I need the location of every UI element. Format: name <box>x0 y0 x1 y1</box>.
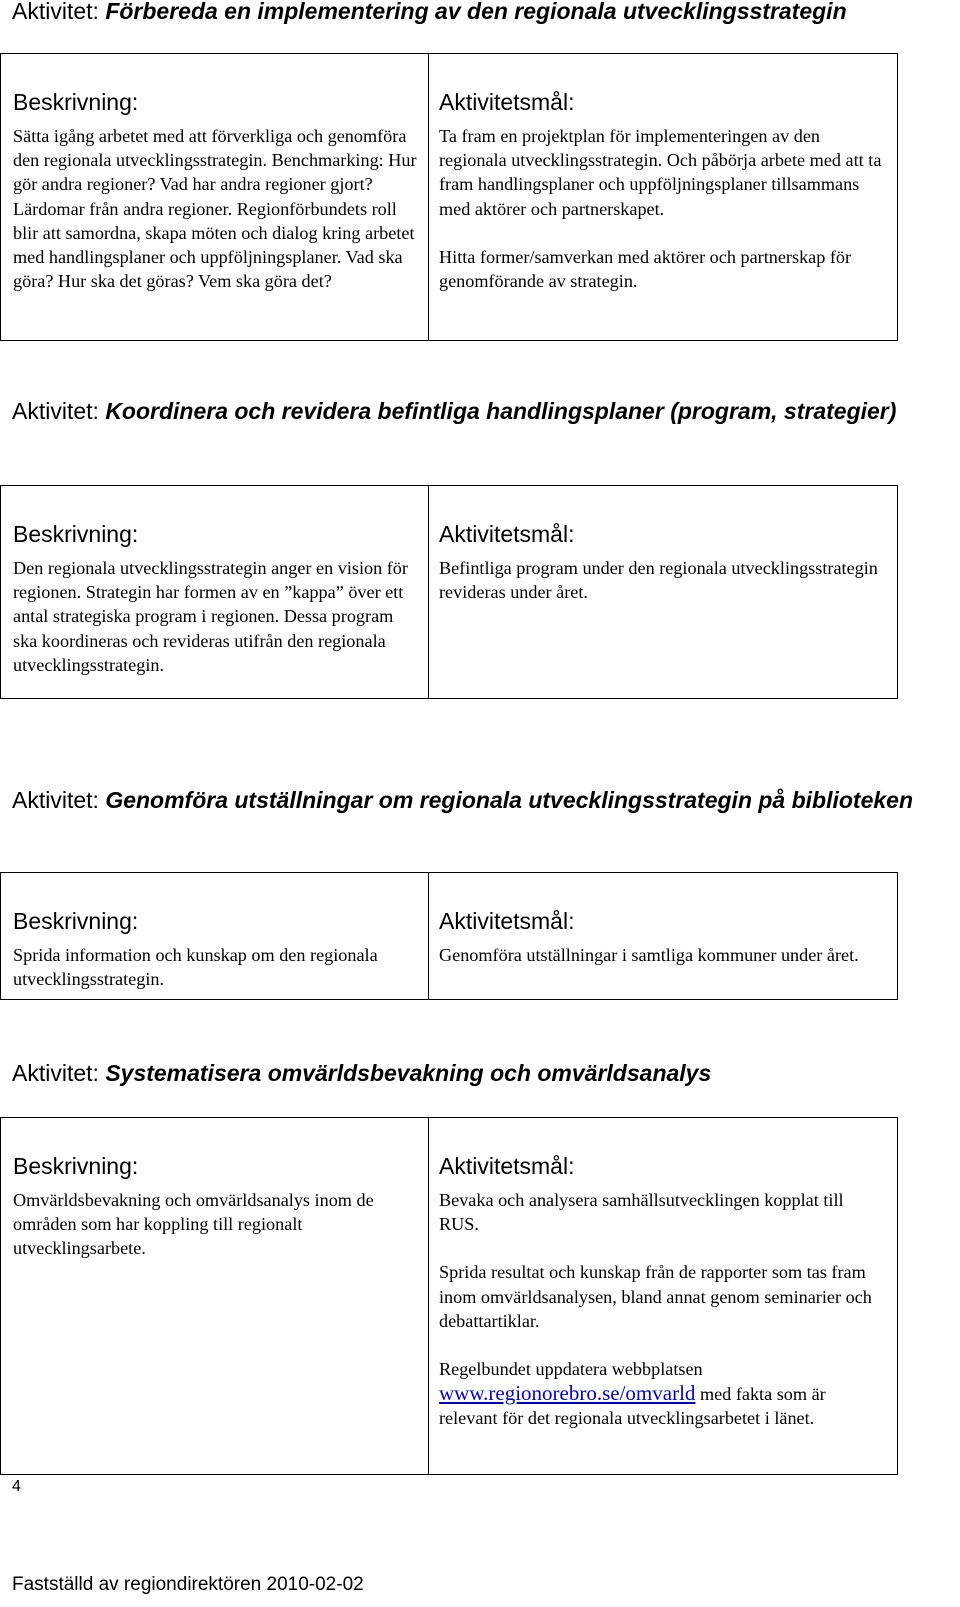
activity-table-3 <box>0 872 898 1000</box>
activity-title: Systematisera omvärldsbevakning och omvärldsanalys <box>105 1060 712 1086</box>
activity-heading-3 <box>12 786 947 815</box>
goal-text: Befintliga program under den regionala utvecklingsstrategin revideras under året. <box>439 558 878 603</box>
activity-prefix: Aktivitet: <box>12 0 99 24</box>
goal-cell <box>429 54 898 341</box>
activity-heading-2 <box>12 397 947 426</box>
description-cell <box>1 1118 429 1475</box>
goal-cell <box>429 486 898 699</box>
goal-text: Hitta former/samverkan med aktörer och partnerskap för genomförande av strategin. <box>439 246 852 292</box>
description-label: Beskrivning: <box>13 521 139 547</box>
activity-prefix: Aktivitet: <box>12 787 99 813</box>
description-text: Sprida information och kunskap om den regionala utvecklingsstrategin. <box>13 945 378 990</box>
goal-label: Aktivitetsmål: <box>439 1153 575 1179</box>
description-label: Beskrivning: <box>13 89 139 115</box>
goal-label: Aktivitetsmål: <box>439 521 575 547</box>
description-cell <box>1 54 429 341</box>
page-number: 4 <box>12 1478 21 1495</box>
goal-cell <box>429 1118 898 1475</box>
activity-prefix: Aktivitet: <box>12 398 99 424</box>
activity-table-2 <box>0 485 898 699</box>
activity-title: Koordinera och revidera befintliga handlingsplaner (program, strategier) <box>105 398 897 424</box>
goal-label: Aktivitetsmål: <box>439 908 575 934</box>
description-cell <box>1 486 429 699</box>
activity-title: Förbereda en implementering av den regionala utvecklingsstrategin <box>105 0 847 24</box>
goal-cell <box>429 873 898 1000</box>
goal-link-post-text: med fakta som är relevant för det regionala utvecklingsarbetet i länet. <box>439 1384 826 1429</box>
description-label: Beskrivning: <box>13 908 139 934</box>
description-text: Omvärldsbevakning och omvärldsanalys inom de områden som har koppling till regionalt utvecklingsarbete. <box>13 1190 374 1259</box>
goal-link-paragraph <box>439 1357 887 1431</box>
goal-text: Genomföra utställningar i samtliga kommuner under året. <box>439 945 859 965</box>
activity-title: Genomföra utställningar om regionala utvecklingsstrategin på biblioteken <box>105 787 914 813</box>
footer-text: Fastställd av regiondirektören 2010-02-02 <box>12 1574 364 1595</box>
activity-heading-4 <box>12 1059 947 1088</box>
activity-prefix: Aktivitet: <box>12 1060 99 1086</box>
description-text: Den regionala utvecklingsstrategin anger en vision för regionen. Strategin har formen av en ”kappa” över ett antal strategiska program i regionen. Dessa program ska koordineras och revideras utifrån den regionala utvecklingsstrategin. <box>13 558 408 675</box>
description-label: Beskrivning: <box>13 1153 139 1179</box>
omvarld-link[interactable]: www.regionorebro.se/omvarld <box>439 1381 696 1406</box>
activity-table-1 <box>0 53 898 341</box>
goal-text: Sprida resultat och kunskap från de rapporter som tas fram inom omvärldsanalysen, bland annat genom seminarier och debattartiklar. <box>439 1262 872 1331</box>
activity-heading-1 <box>12 0 947 26</box>
description-text: Sätta igång arbetet med att förverkliga och genomföra den regionala utvecklingsstrategin. Benchmarking: Hur gör andra regioner? Vad har andra regioner gjort? Lärdomar från andra regioner. Regionförbundets roll blir att samordna, skapa möten och dialog kring arbetet med handlingsplaner och uppföljningsplaner. Vad ska göra? Hur ska det göras? Vem ska göra det? <box>13 126 417 292</box>
goal-link-pre-text: Regelbundet uppdatera webbplatsen <box>439 1359 703 1380</box>
goal-text: Bevaka och analysera samhällsutvecklingen kopplat till RUS. <box>439 1190 844 1235</box>
activity-table-4 <box>0 1117 898 1475</box>
goal-label: Aktivitetsmål: <box>439 89 575 115</box>
description-cell <box>1 873 429 1000</box>
goal-text: Ta fram en projektplan för implementeringen av den regionala utvecklingsstrategin. Och påbörja arbete med att ta fram handlingsplaner och uppföljningsplaner tillsammans med aktörer och partnerskapet. <box>439 126 882 219</box>
